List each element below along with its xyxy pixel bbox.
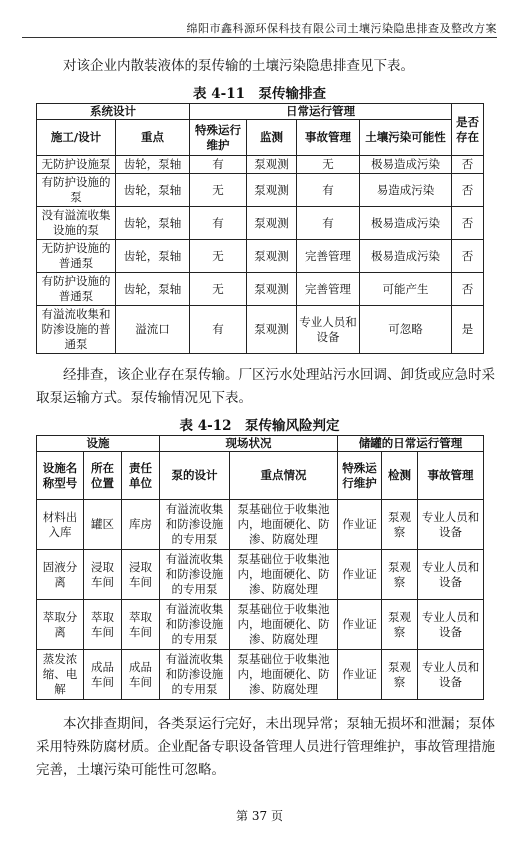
table-cell: 泵基础位于收集池内，地面硬化、防渗、防腐处理 bbox=[230, 650, 338, 700]
table-cell: 无 bbox=[297, 156, 360, 174]
table-cell: 有防护设施的普通泵 bbox=[37, 273, 116, 306]
table-cell: 泵观测 bbox=[247, 240, 297, 273]
t2-sub-header: 事故管理 bbox=[418, 452, 484, 500]
table-cell: 有防护设施的泵 bbox=[37, 174, 116, 207]
table-cell: 专业人员和设备 bbox=[418, 650, 484, 700]
table-row bbox=[37, 156, 484, 174]
table-cell: 否 bbox=[452, 240, 484, 273]
table-row bbox=[37, 240, 484, 273]
intro-paragraph-2: 经排查，该企业存在泵传输。厂区污水处理站污水回调、卸货或应急时采取泵运输方式。泵传输情况见下表。 bbox=[36, 367, 495, 406]
table-cell: 齿轮，泵轴 bbox=[116, 240, 190, 273]
table2-caption: 表 4-12 泵传输风险判定 bbox=[179, 418, 340, 434]
table-row bbox=[37, 650, 484, 700]
table-cell: 泵观测 bbox=[247, 174, 297, 207]
table-cell: 专业人员和设备 bbox=[418, 500, 484, 550]
table-row bbox=[37, 306, 484, 354]
table-cell: 萃取分离 bbox=[37, 600, 84, 650]
table-cell: 易造成污染 bbox=[360, 174, 452, 207]
table-cell: 有 bbox=[297, 207, 360, 240]
table-cell: 极易造成污染 bbox=[360, 156, 452, 174]
table1-caption: 表 4-11 泵传输排查 bbox=[193, 86, 326, 102]
page-number: 第 37 页 bbox=[236, 809, 283, 823]
table-cell: 泵观察 bbox=[382, 500, 418, 550]
t1-sub-header: 土壤污染可能性 bbox=[360, 120, 452, 156]
header-rule bbox=[22, 37, 497, 38]
table-cell: 作业证 bbox=[338, 550, 382, 600]
table-row bbox=[37, 550, 484, 600]
table-row bbox=[37, 207, 484, 240]
table-row bbox=[37, 600, 484, 650]
table-cell: 否 bbox=[452, 156, 484, 174]
table-cell: 有溢流收集和防渗设施的专用泵 bbox=[160, 600, 230, 650]
table-cell: 无 bbox=[190, 273, 247, 306]
conclusion-paragraph: 本次排查期间，各类泵运行完好，未出现异常；泵轴无损坏和泄漏；泵体采用特殊防腐材质。企业配备专职设备管理人员进行管理维护，事故管理措施完善，土壤污染可能性可忽略。 bbox=[36, 716, 495, 778]
table-cell: 齿轮，泵轴 bbox=[116, 207, 190, 240]
table-cell: 是 bbox=[452, 306, 484, 354]
table-cell: 蒸发浓缩、电解 bbox=[37, 650, 84, 700]
table-cell: 极易造成污染 bbox=[360, 240, 452, 273]
t1-group-header: 日常运行管理 bbox=[190, 104, 452, 120]
table-cell: 无 bbox=[190, 240, 247, 273]
table-cell: 库房 bbox=[122, 500, 160, 550]
table-cell: 成品车间 bbox=[122, 650, 160, 700]
t2-sub-header: 特殊运行维护 bbox=[338, 452, 382, 500]
table-cell: 齿轮，泵轴 bbox=[116, 156, 190, 174]
table-cell: 无 bbox=[190, 174, 247, 207]
table-cell: 否 bbox=[452, 174, 484, 207]
table-cell: 浸取车间 bbox=[84, 550, 122, 600]
table-cell: 萃取车间 bbox=[122, 600, 160, 650]
t2-sub-header: 所在位置 bbox=[84, 452, 122, 500]
table-cell: 泵观测 bbox=[247, 207, 297, 240]
t1-group-header: 系统设计 bbox=[37, 104, 190, 120]
table-cell: 专业人员和设备 bbox=[418, 550, 484, 600]
table-cell: 材料出入库 bbox=[37, 500, 84, 550]
pump-inspection-table bbox=[36, 103, 484, 354]
table-cell: 专业人员和设备 bbox=[297, 306, 360, 354]
table-cell: 泵基础位于收集池内，地面硬化、防渗、防腐处理 bbox=[230, 500, 338, 550]
table-cell: 专业人员和设备 bbox=[418, 600, 484, 650]
table-cell: 否 bbox=[452, 273, 484, 306]
table-cell: 泵观察 bbox=[382, 650, 418, 700]
table-cell: 完善管理 bbox=[297, 240, 360, 273]
t2-group-header: 储罐的日常运行管理 bbox=[338, 436, 484, 452]
table-cell: 没有溢流收集设施的泵 bbox=[37, 207, 116, 240]
t2-sub-header: 责任单位 bbox=[122, 452, 160, 500]
t2-sub-header: 重点情况 bbox=[230, 452, 338, 500]
t2-group-header: 设施 bbox=[37, 436, 160, 452]
table-cell: 作业证 bbox=[338, 600, 382, 650]
table-cell: 浸取车间 bbox=[122, 550, 160, 600]
t1-sub-header: 施工/设计 bbox=[37, 120, 116, 156]
t2-group-header: 现场状况 bbox=[160, 436, 338, 452]
table-cell: 泵基础位于收集池内，地面硬化、防渗、防腐处理 bbox=[230, 550, 338, 600]
table-cell: 有 bbox=[190, 306, 247, 354]
t1-sub-header: 特殊运行维护 bbox=[190, 120, 247, 156]
table-cell: 无防护设施的普通泵 bbox=[37, 240, 116, 273]
table-cell: 有溢流收集和防渗设施的专用泵 bbox=[160, 550, 230, 600]
table-cell: 泵基础位于收集池内，地面硬化、防渗、防腐处理 bbox=[230, 600, 338, 650]
table-row bbox=[37, 500, 484, 550]
table-cell: 泵观测 bbox=[247, 273, 297, 306]
table-cell: 作业证 bbox=[338, 500, 382, 550]
t2-sub-header: 泵的设计 bbox=[160, 452, 230, 500]
table-row bbox=[37, 174, 484, 207]
table-cell: 有溢流收集和防渗设施的专用泵 bbox=[160, 500, 230, 550]
t1-sub-header: 监测 bbox=[247, 120, 297, 156]
table-cell: 无防护设施泵 bbox=[37, 156, 116, 174]
t1-group-header: 是否存在 bbox=[452, 104, 484, 156]
table-cell: 完善管理 bbox=[297, 273, 360, 306]
table-cell: 泵观测 bbox=[247, 156, 297, 174]
table-cell: 泵观察 bbox=[382, 600, 418, 650]
intro-paragraph-1: 对该企业内散装液体的泵传输的土壤污染隐患排查见下表。 bbox=[63, 58, 414, 74]
table-cell: 泵观察 bbox=[382, 550, 418, 600]
pump-risk-table bbox=[36, 435, 484, 700]
table-cell: 泵观测 bbox=[247, 306, 297, 354]
table-cell: 否 bbox=[452, 207, 484, 240]
table-cell: 萃取车间 bbox=[84, 600, 122, 650]
table-cell: 溢流口 bbox=[116, 306, 190, 354]
table-cell: 极易造成污染 bbox=[360, 207, 452, 240]
table-cell: 齿轮，泵轴 bbox=[116, 174, 190, 207]
table-row bbox=[37, 273, 484, 306]
t1-sub-header: 事故管理 bbox=[297, 120, 360, 156]
table-cell: 有 bbox=[297, 174, 360, 207]
t1-sub-header: 重点 bbox=[116, 120, 190, 156]
table-cell: 可忽略 bbox=[360, 306, 452, 354]
table-cell: 有 bbox=[190, 207, 247, 240]
table-cell: 作业证 bbox=[338, 650, 382, 700]
table-cell: 有溢流收集和防渗设施的普通泵 bbox=[37, 306, 116, 354]
table-cell: 罐区 bbox=[84, 500, 122, 550]
table-cell: 有溢流收集和防渗设施的专用泵 bbox=[160, 650, 230, 700]
table-cell: 成品车间 bbox=[84, 650, 122, 700]
t2-sub-header: 检测 bbox=[382, 452, 418, 500]
page-header: 绵阳市鑫科源环保科技有限公司土壤污染隐患排查及整改方案 bbox=[186, 22, 497, 35]
table-cell: 可能产生 bbox=[360, 273, 452, 306]
table-cell: 有 bbox=[190, 156, 247, 174]
table-cell: 齿轮，泵轴 bbox=[116, 273, 190, 306]
table-cell: 固液分离 bbox=[37, 550, 84, 600]
t2-sub-header: 设施名称型号 bbox=[37, 452, 84, 500]
